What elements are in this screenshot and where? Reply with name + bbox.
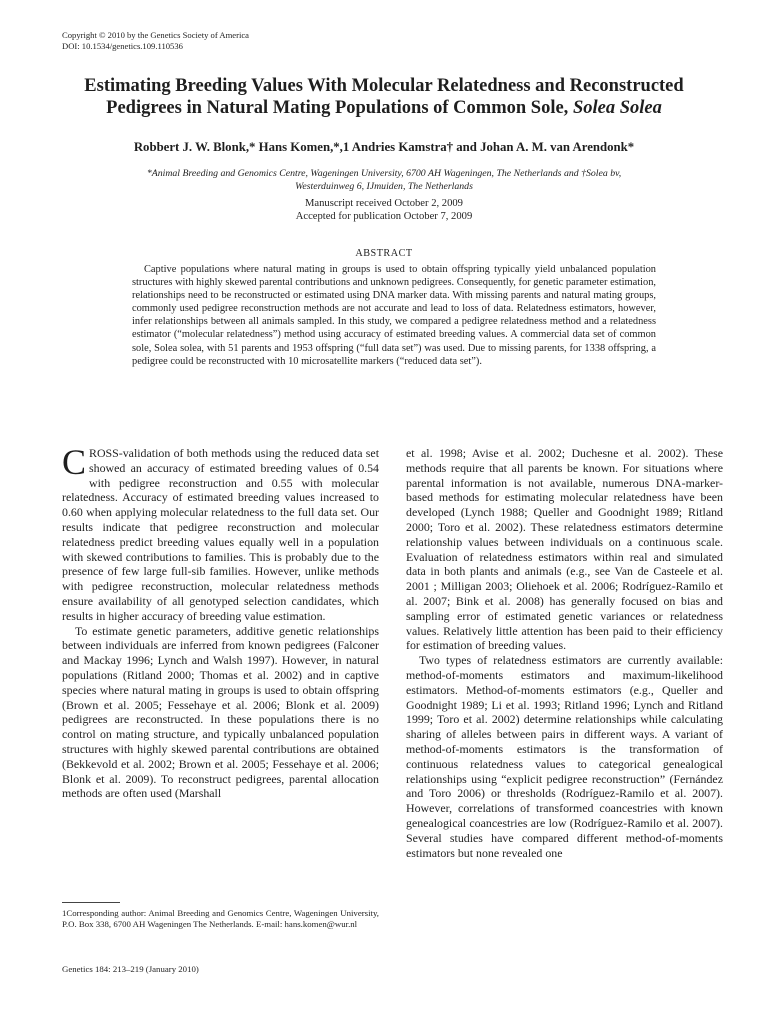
journal-citation: Genetics 184: 213–219 (January 2010) [62, 964, 199, 974]
received-date: Manuscript received October 2, 2009 [305, 198, 463, 209]
title-species: Solea Solea [572, 97, 662, 118]
affiliation [100, 168, 668, 193]
paper-title [60, 76, 708, 119]
right-paragraph-2: Two types of relatedness estimators are currently available: method-of-moments estimators and maximum-likelihood estimators. Method-of-moments estimators (e.g., Queller and Goodnight 1989; Li et al. 1993; Ritland 1996; Lynch and Ritland 1999; Toro et al. 2002) determine relationships while calculating sharing of alleles between pairs in different ways. A variant of method-of-moments estimators is the transformation of continuous relatedness values to categorical genealogical relationships using “explicit pedigree reconstruction” (Fernández and Toro 2006) or thresholds (Rodríguez-Ramilo et al. 2007). However, correlations of transformed coancestries with known genealogical coancestries are low (Rodríguez-Ramilo et al. 2007). Several studies have compared different method-of-moments estimators but none revealed one [406, 653, 723, 860]
accepted-date: Accepted for publication October 7, 2009 [295, 211, 473, 222]
title-line-1: Estimating Breeding Values With Molecular Relatedness and Reconstructed [84, 76, 684, 96]
doi-line: DOI: 10.1534/genetics.109.110536 [62, 40, 183, 51]
body-column-left [62, 442, 379, 801]
abstract-heading: ABSTRACT [355, 248, 413, 259]
intro-paragraph-2: To estimate genetic parameters, additive genetic relationships between individuals are inferred from known pedigrees (Falconer and Mackay 1996; Lynch and Walsh 1997). However, in natural populations (Ritland 2000; Thomas et al. 2002) and in captive species where natural mating in groups is used to obtain offspring (Brown et al. 2005; Fessehaye et al. 2006; Blonk et al. 2009) pedigrees are reconstructed. In these populations there is no control on mating structure, and typically unbalanced population structures with highly skewed parental contributions are obtained (Bekkevold et al. 2002; Brown et al. 2005; Fessehaye et al. 2006; Blonk et al. 2009). To reconstruct pedigrees, parental allocation methods are often used (Marshall [62, 623, 379, 801]
body-column-right [406, 446, 723, 860]
drop-cap: C [62, 442, 87, 482]
affiliation-line-1: *Animal Breeding and Genomics Centre, Wageningen University, 6700 AH Wageningen, The Netherlands and †Solea bv, [146, 168, 622, 179]
corresponding-author-footnote: 1Corresponding author: Animal Breeding and Genomics Centre, Wageningen University, P.O. Box 338, 6700 AH Wageningen The Netherlands. E-mail: hans.komen@wur.nl [62, 908, 379, 929]
author-list: Robbert J. W. Blonk,* Hans Komen,*,1 Andries Kamstra† and Johan A. M. van Arendonk* [133, 140, 635, 154]
intro-paragraph-1-text: ROSS-validation of both methods using the reduced data set showed an accuracy of estimated breeding values of 0.54 with pedigree reconstruction and 0.55 with molecular relatedness. Accuracy of estimated breeding values increased to 0.60 when applying molecular relatedness to the full data set. Our results indicate that pedigree reconstruction and molecular relatedness predict breeding values equally well in a population with skewed contributions to families. This is probably due to the presence of few large full-sib families. However, unlike methods with pedigree reconstruction, molecular relatedness methods ensure availability of all genotyped selection candidates, which results in higher accuracy of breeding value estimation. [62, 446, 379, 623]
copyright-line: Copyright © 2010 by the Genetics Society of America [62, 30, 249, 40]
intro-paragraph-1 [62, 442, 379, 624]
title-line-2-text: Pedigrees in Natural Mating Populations of Common Sole, [106, 97, 573, 118]
affiliation-line-2: Westerduinweg 6, IJmuiden, The Netherlands [295, 180, 473, 192]
footnote-divider [62, 902, 120, 903]
copyright-block [62, 30, 249, 51]
right-paragraph-1: et al. 1998; Avise et al. 2002; Duchesne et al. 2002). These methods require that all parents be known. For situations where parental information is not available, numerous DNA-marker-based methods for estimating molecular relatedness have been developed (Lynch 1988; Queller and Goodnight 1989; Ritland 2000; Toro et al. 2002). These relatedness estimators determine relationship values between individuals on a continuous scale. Evaluation of relatedness estimators within real and simulated data in both plants and animals (e.g., see Van de Casteele et al. 2001 ; Milligan 2003; Oliehoek et al. 2006; Rodríguez-Ramilo et al. 2007; Bink et al. 2008) has generally focused on bias and sampling error of estimated genetic variances or relatedness values. Relatively little attention has been paid to their efficiency for estimation of breeding values. [406, 446, 723, 653]
manuscript-dates [60, 197, 708, 223]
title-line-2 [60, 98, 708, 120]
abstract-text: Captive populations where natural mating in groups is used to obtain offspring typically yield unbalanced population structures with highly skewed parental contributions and unknown pedigrees. Consequently, for genetic parameter estimation, relationships need to be reconstructed or estimated using DNA marker data. With missing parents and natural mating groups, commonly used pedigree reconstruction methods are not accurate and lead to loss of data. Relatedness estimators, however, infer relationships between all animals sampled. In this study, we compared a pedigree relatedness method and a relatedness estimator (“molecular relatedness”) method using accuracy of estimated breeding values. A commercial data set of common sole, Solea solea, with 51 parents and 1953 offspring (“full data set”) was used. Due to missing parents, for 1338 offspring, a pedigree could be reconstructed with 10 microsatellite markers (“reduced data set”). [132, 264, 656, 367]
